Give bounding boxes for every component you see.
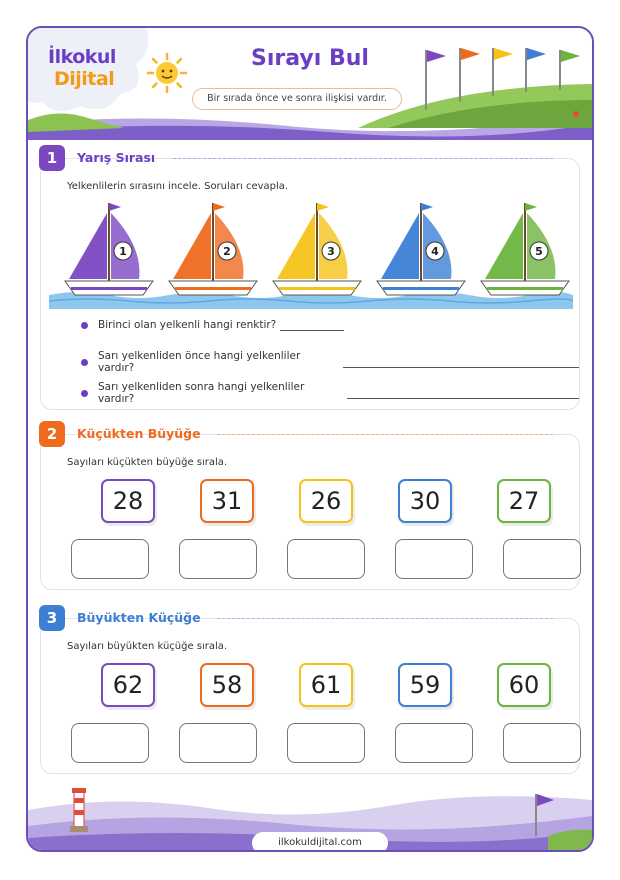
number-card[interactable]: 60	[497, 663, 551, 707]
section-instruction: Sayıları büyükten küçüğe sırala.	[67, 641, 228, 652]
sun-icon	[146, 52, 188, 94]
sailboats-illustration	[49, 199, 573, 309]
boat-number-label: 5	[535, 245, 543, 258]
logo-text-bottom: Dijital	[54, 68, 115, 90]
sailboat	[377, 203, 465, 295]
answer-box[interactable]	[287, 539, 365, 579]
section-divider	[217, 618, 553, 619]
answer-box[interactable]	[395, 723, 473, 763]
answer-box[interactable]	[503, 539, 581, 579]
answer-box[interactable]	[287, 723, 365, 763]
number-card[interactable]: 26	[299, 479, 353, 523]
header	[28, 28, 592, 140]
sailboat	[273, 203, 361, 295]
subtitle: Bir sırada önce ve sonra ilişkisi vardır.	[192, 88, 402, 110]
question-text: Birinci olan yelkenli hangi renktir?	[98, 319, 277, 331]
answer-box[interactable]	[503, 723, 581, 763]
bullet-icon	[81, 322, 88, 329]
sailboat	[481, 203, 569, 295]
question-row	[81, 350, 579, 374]
section-instruction: Sayıları küçükten büyüğe sırala.	[67, 457, 228, 468]
section-number-badge: 3	[39, 605, 65, 631]
boat-number-label: 4	[431, 245, 439, 258]
boat-number-label: 1	[119, 245, 127, 258]
number-card[interactable]: 28	[101, 479, 155, 523]
section-number-badge: 1	[39, 145, 65, 171]
answer-line[interactable]	[347, 387, 579, 399]
answer-line[interactable]	[343, 356, 579, 368]
section-number-badge: 2	[39, 421, 65, 447]
section-small-to-large	[40, 425, 580, 590]
boat-number-label: 2	[223, 245, 231, 258]
boat-number-label: 3	[327, 245, 335, 258]
logo-text-top: İlkokul	[48, 46, 116, 68]
section-title: Yarış Sırası	[77, 150, 156, 165]
question-row	[81, 381, 579, 405]
answer-box[interactable]	[71, 723, 149, 763]
answer-box[interactable]	[179, 539, 257, 579]
answer-box[interactable]	[179, 723, 257, 763]
worksheet-page	[26, 26, 594, 852]
question-row	[81, 319, 344, 331]
bullet-icon	[81, 390, 88, 397]
question-text: Sarı yelkenliden sonra hangi yelkenliler vardır?	[98, 381, 305, 405]
sailboat	[169, 203, 257, 295]
number-card[interactable]: 27	[497, 479, 551, 523]
question-text: Sarı yelkenliden önce hangi yelkenliler vardır?	[98, 350, 301, 374]
number-card[interactable]: 30	[398, 479, 452, 523]
section-instruction: Yelkenlilerin sırasını incele. Soruları cevapla.	[67, 181, 289, 192]
section-large-to-small	[40, 609, 580, 774]
answer-box[interactable]	[71, 539, 149, 579]
section-race-order	[40, 149, 580, 410]
number-card[interactable]: 62	[101, 663, 155, 707]
section-title: Büyükten Küçüğe	[77, 610, 201, 625]
section-divider	[217, 434, 553, 435]
website-url[interactable]: ilkokuldijital.com	[252, 832, 388, 852]
number-card[interactable]: 58	[200, 663, 254, 707]
number-card[interactable]: 31	[200, 479, 254, 523]
sailboat	[65, 203, 153, 295]
number-card[interactable]: 61	[299, 663, 353, 707]
section-title: Küçükten Büyüğe	[77, 426, 201, 441]
answer-box[interactable]	[395, 539, 473, 579]
page-title: Sırayı Bul	[251, 46, 369, 71]
answer-line[interactable]	[280, 319, 344, 331]
section-divider	[173, 158, 553, 159]
number-card[interactable]: 59	[398, 663, 452, 707]
bullet-icon	[81, 359, 88, 366]
